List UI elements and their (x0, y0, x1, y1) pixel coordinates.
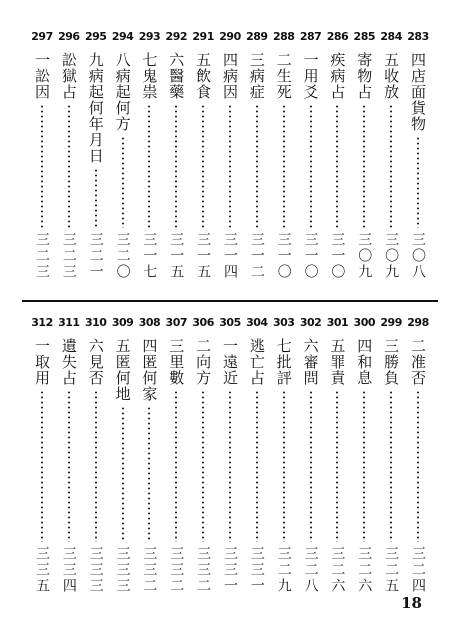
entry-page: 三三三 (87, 546, 104, 594)
entry-page: 三〇八 (410, 232, 426, 280)
entry-page: 三三五 (34, 546, 50, 594)
entry-number: 297 (31, 30, 53, 43)
entry-number: 303 (272, 316, 295, 329)
dot-leader (310, 104, 312, 228)
toc-entry[interactable] (350, 30, 378, 280)
entry-title: 三里數 (167, 338, 186, 386)
toc-entry[interactable] (323, 316, 351, 594)
entry-title: 逃亡占 (247, 338, 266, 386)
entry-title: 一訟因 (33, 52, 51, 100)
entry-title: 五匿何地 (113, 338, 132, 402)
entry-page: 三一四 (222, 232, 238, 280)
toc-section-top (28, 30, 432, 280)
entry-number: 293 (138, 30, 161, 43)
entry-number: 311 (58, 316, 80, 329)
dot-leader (363, 390, 365, 542)
entry-number: 285 (353, 30, 376, 43)
entry-title: 一遠近 (221, 338, 239, 386)
toc-entry[interactable] (189, 316, 217, 594)
dot-leader (417, 390, 419, 542)
entry-title: 疾病占 (328, 52, 347, 100)
toc-entry[interactable] (270, 316, 298, 594)
entry-title: 七批評 (274, 338, 293, 386)
dot-leader (68, 390, 70, 542)
entry-number: 312 (31, 316, 53, 329)
entry-number: 283 (407, 30, 429, 43)
dot-leader (148, 406, 150, 542)
entry-page: 三二六 (356, 546, 373, 594)
entry-title: 遺失占 (59, 338, 78, 386)
entry-number: 299 (380, 316, 402, 329)
entry-page: 三二六 (329, 546, 346, 594)
entry-page: 三二一 (87, 232, 104, 280)
dot-leader (122, 136, 124, 228)
toc-entry[interactable] (28, 30, 56, 280)
entry-page: 三三三 (114, 546, 131, 594)
entry-number: 284 (380, 30, 402, 43)
toc-entry[interactable] (135, 316, 163, 594)
entry-number: 310 (84, 316, 107, 329)
entry-page: 三三四 (60, 546, 77, 594)
dot-leader (310, 390, 312, 542)
entry-page: 三二五 (383, 546, 400, 594)
section-divider (22, 300, 438, 302)
entry-title: 八病起何方 (113, 52, 132, 132)
entry-page: 三一七 (141, 232, 158, 280)
entry-page: 三二九 (275, 546, 292, 594)
entry-number: 286 (326, 30, 349, 43)
dot-leader (283, 104, 285, 228)
entry-number: 296 (58, 30, 80, 43)
entry-title: 六審問 (301, 338, 320, 386)
toc-entry[interactable] (82, 30, 110, 280)
toc-entry[interactable] (162, 30, 190, 280)
entry-title: 七鬼祟 (140, 52, 159, 100)
entry-number: 289 (246, 30, 268, 43)
dot-leader (336, 390, 338, 542)
dot-leader (417, 136, 419, 228)
toc-entry[interactable] (297, 30, 325, 280)
dot-leader (390, 104, 392, 228)
toc-entry[interactable] (270, 30, 298, 280)
toc-entry[interactable] (243, 316, 271, 594)
toc-entry[interactable] (55, 30, 83, 280)
dot-leader (283, 390, 285, 542)
dot-leader (256, 104, 258, 228)
entry-title: 四匿何家 (140, 338, 159, 402)
entry-title: 五飲食 (194, 52, 213, 100)
entry-number: 300 (353, 316, 376, 329)
toc-entry[interactable] (162, 316, 190, 594)
entry-number: 288 (272, 30, 295, 43)
entry-page: 三三二 (168, 546, 185, 594)
entry-number: 306 (192, 316, 214, 329)
entry-page: 三〇九 (356, 232, 373, 280)
entry-title: 四病因 (221, 52, 239, 100)
entry-number: 295 (84, 30, 107, 43)
entry-page: 三〇九 (383, 232, 400, 280)
entry-number: 294 (111, 30, 134, 43)
entry-number: 298 (407, 316, 429, 329)
entry-number: 292 (165, 30, 188, 43)
dot-leader (175, 390, 177, 542)
dot-leader (175, 104, 177, 228)
entry-page: 三三二 (141, 546, 158, 594)
entry-title: 四店面貨物 (409, 52, 427, 132)
entry-number: 308 (138, 316, 161, 329)
dot-leader (363, 104, 365, 228)
dot-leader (95, 168, 97, 228)
entry-title: 五收放 (382, 52, 401, 100)
entry-title: 六見否 (86, 338, 105, 386)
entry-title: 一用爻 (301, 52, 320, 100)
toc-entry[interactable] (216, 30, 244, 280)
entry-number: 304 (246, 316, 268, 329)
toc-entry[interactable] (82, 316, 110, 594)
entry-page: 三三一 (222, 546, 238, 594)
entry-page: 三一二 (248, 232, 265, 280)
entry-title: 六醫藥 (167, 52, 186, 100)
entry-number: 307 (165, 316, 188, 329)
toc-section-bottom (28, 316, 432, 594)
entry-title: 九病起何年月日 (86, 52, 105, 164)
toc-entry[interactable] (350, 316, 378, 594)
entry-title: 二准否 (409, 338, 427, 386)
entry-page: 三二三 (34, 232, 50, 280)
toc-entry[interactable] (377, 30, 405, 280)
entry-title: 二向方 (194, 338, 213, 386)
dot-leader (41, 104, 43, 228)
entry-title: 訟獄占 (59, 52, 78, 100)
entry-title: 五罪責 (328, 338, 347, 386)
entry-title: 四和息 (355, 338, 374, 386)
dot-leader (148, 104, 150, 228)
entry-page: 三二八 (302, 546, 319, 594)
toc-entry[interactable] (216, 316, 244, 594)
entry-page: 三二〇 (114, 232, 131, 280)
toc-entry[interactable] (55, 316, 83, 594)
entry-page: 三一〇 (275, 232, 292, 280)
toc-entry[interactable] (109, 30, 137, 280)
toc-entry[interactable] (404, 316, 432, 594)
page-number: 18 (401, 594, 422, 612)
toc-entry[interactable] (297, 316, 325, 594)
entry-page: 三一五 (195, 232, 212, 280)
entry-title: 二生死 (274, 52, 293, 100)
entry-title: 一取用 (33, 338, 51, 386)
entry-page: 三二三 (60, 232, 77, 280)
toc-entry[interactable] (243, 30, 271, 280)
entry-title: 寄物占 (355, 52, 374, 100)
toc-entry[interactable] (189, 30, 217, 280)
toc-entry[interactable] (28, 316, 56, 594)
entry-title: 三病症 (247, 52, 266, 100)
dot-leader (41, 390, 43, 542)
entry-page: 三三二 (195, 546, 212, 594)
dot-leader (229, 104, 231, 228)
toc-entry[interactable] (404, 30, 432, 280)
entry-page: 三一〇 (302, 232, 319, 280)
dot-leader (202, 390, 204, 542)
toc-entry[interactable] (377, 316, 405, 594)
toc-entry[interactable] (109, 316, 137, 594)
entry-number: 290 (219, 30, 241, 43)
entry-number: 305 (219, 316, 241, 329)
dot-leader (390, 390, 392, 542)
dot-leader (68, 104, 70, 228)
dot-leader (229, 390, 231, 542)
entry-number: 309 (111, 316, 134, 329)
dot-leader (336, 104, 338, 228)
entry-number: 301 (326, 316, 349, 329)
entry-number: 302 (299, 316, 322, 329)
dot-leader (202, 104, 204, 228)
entry-number: 291 (192, 30, 214, 43)
entry-page: 三一〇 (329, 232, 346, 280)
toc-entry[interactable] (135, 30, 163, 280)
dot-leader (256, 390, 258, 542)
entry-page: 三一五 (168, 232, 185, 280)
dot-leader (95, 390, 97, 542)
entry-page: 三三一 (248, 546, 265, 594)
toc-entry[interactable] (323, 30, 351, 280)
entry-number: 287 (299, 30, 322, 43)
entry-title: 三勝負 (382, 338, 401, 386)
dot-leader (122, 406, 124, 542)
entry-page: 三二四 (410, 546, 426, 594)
